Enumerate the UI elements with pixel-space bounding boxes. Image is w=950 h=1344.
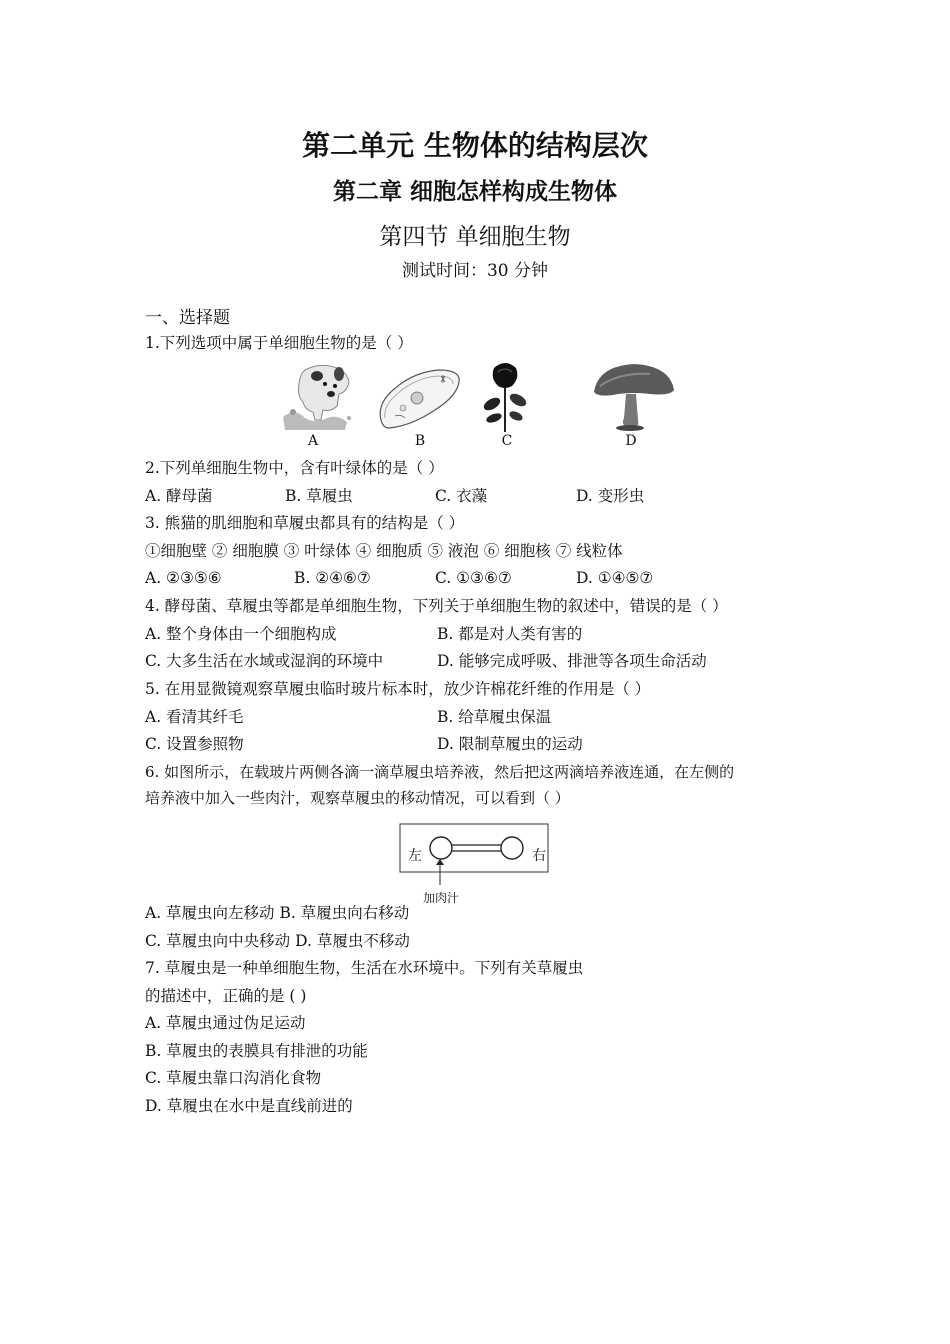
q3-stem: 3. 熊猫的肌细胞和草履虫都具有的结构是（ ） bbox=[145, 514, 465, 532]
section-heading: 一、选择题 bbox=[145, 308, 230, 328]
q7-option-a: A. 草履虫通过伪足运动 bbox=[145, 1014, 306, 1032]
q6-options-line1: A. 草履虫向左移动 B. 草履虫向右移动 bbox=[145, 904, 410, 922]
q3-option-c: C. ①③⑥⑦ bbox=[435, 569, 512, 587]
q4-option-b: B. 都是对人类有害的 bbox=[437, 625, 583, 643]
q1-label-b: B bbox=[414, 433, 426, 449]
section-title: 第四节 单细胞生物 bbox=[379, 224, 571, 250]
q3-option-b: B. ②④⑥⑦ bbox=[294, 569, 371, 587]
q1-label-d: D bbox=[625, 433, 637, 449]
diagram-arrow-label: 加肉汁 bbox=[423, 891, 460, 905]
test-time: 测试时间：30 分钟 bbox=[401, 261, 549, 281]
q6-stem-line2: 培养液中加入一些肉汁，观察草履虫的移动情况，可以看到（ ） bbox=[145, 789, 570, 807]
q4-option-d: D. 能够完成呼吸、排泄等各项生命活动 bbox=[437, 652, 707, 670]
dog-image bbox=[275, 362, 365, 432]
q5-option-c: C. 设置参照物 bbox=[145, 735, 244, 753]
q7-stem-line1: 7. 草履虫是一种单细胞生物，生活在水环境中。下列有关草履虫 bbox=[145, 959, 584, 977]
q5-option-d: D. 限制草履虫的运动 bbox=[437, 735, 583, 753]
q4-option-c: C. 大多生活在水域或湿润的环境中 bbox=[145, 652, 384, 670]
q3-option-a: A. ②③⑤⑥ bbox=[145, 569, 222, 587]
q1-label-c: C bbox=[501, 433, 513, 449]
q1-label-a: A bbox=[307, 433, 319, 449]
q3-option-d: D. ①④⑤⑦ bbox=[576, 569, 654, 587]
q3-items: ①细胞壁 ② 细胞膜 ③ 叶绿体 ④ 细胞质 ⑤ 液泡 ⑥ 细胞核 ⑦ 线粒体 bbox=[145, 542, 623, 560]
q5-option-b: B. 给草履虫保温 bbox=[437, 708, 552, 726]
unit-title: 第二单元 生物体的结构层次 bbox=[302, 129, 648, 162]
q5-stem: 5. 在用显微镜观察草履虫临时玻片标本时，放少许棉花纤维的作用是（ ） bbox=[145, 680, 651, 698]
q2-option-a: A. 酵母菌 bbox=[145, 487, 213, 505]
q5-option-a: A. 看清其纤毛 bbox=[145, 708, 244, 726]
q1-stem: 1.下列选项中属于单细胞生物的是（ ） bbox=[145, 334, 413, 352]
q2-option-d: D. 变形虫 bbox=[576, 487, 645, 505]
q4-stem: 4. 酵母菌、草履虫等都是单细胞生物，下列关于单细胞生物的叙述中，错误的是（ ） bbox=[145, 597, 728, 615]
q7-option-d: D. 草履虫在水中是直线前进的 bbox=[145, 1097, 353, 1115]
q7-option-b: B. 草履虫的表膜具有排泄的功能 bbox=[145, 1042, 368, 1060]
q2-option-c: C. 衣藻 bbox=[435, 487, 488, 505]
q2-option-b: B. 草履虫 bbox=[285, 487, 353, 505]
q7-option-c: C. 草履虫靠口沟消化食物 bbox=[145, 1069, 322, 1087]
rose-image bbox=[480, 360, 530, 434]
q6-stem-line1: 6. 如图所示，在载玻片两侧各滴一滴草履虫培养液，然后把这两滴培养液连通，在左侧的 bbox=[145, 763, 735, 781]
q1-figure bbox=[270, 360, 710, 455]
q7-stem-line2: 的描述中，正确的是 ( ) bbox=[145, 987, 307, 1005]
q6-options-line2: C. 草履虫向中央移动 D. 草履虫不移动 bbox=[145, 932, 410, 950]
q2-stem: 2.下列单细胞生物中，含有叶绿体的是（ ） bbox=[145, 459, 444, 477]
q4-option-a: A. 整个身体由一个细胞构成 bbox=[145, 625, 337, 643]
mushroom-image bbox=[590, 362, 680, 432]
diagram-right-label: 右 bbox=[532, 848, 546, 864]
chapter-title: 第二章 细胞怎样构成生物体 bbox=[332, 179, 617, 205]
q6-diagram bbox=[399, 823, 551, 905]
paramecium-image bbox=[375, 364, 465, 432]
diagram-left-label: 左 bbox=[408, 848, 422, 864]
